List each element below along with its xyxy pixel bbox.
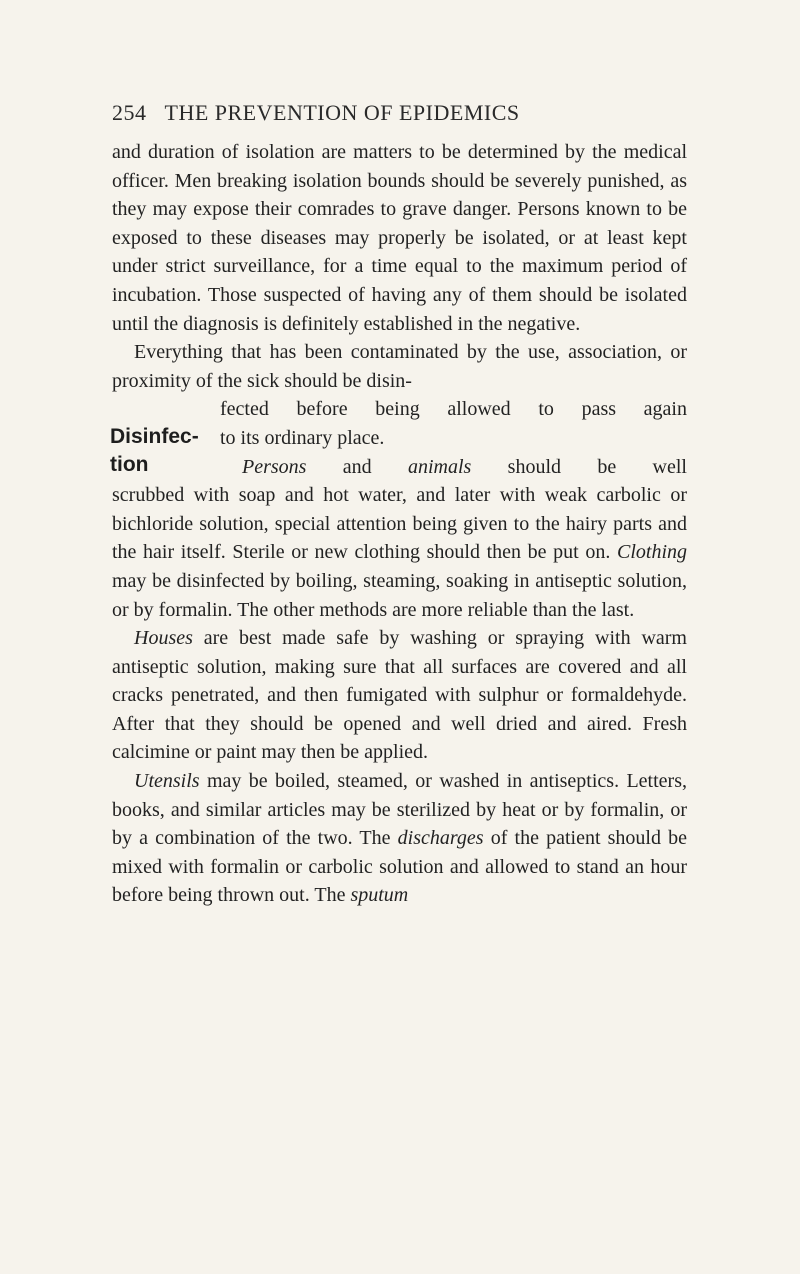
term-animals: animals xyxy=(408,455,472,478)
side-heading-line2: tion xyxy=(110,453,149,477)
hang-line-2: to its ordinary place. xyxy=(220,426,385,449)
term-discharges: discharges xyxy=(397,827,484,850)
term-clothing: Clothing xyxy=(616,541,687,564)
paragraph-persons-continued xyxy=(112,481,687,624)
text-houses: are best made safe by washing or spraying with warm antiseptic solution, making sure that all surfaces are covered and all cracks penetrated, and then fumigated with sulphur or formaldehyde. After that they should be opened and well dried and aired. Fresh calcimine or paint may then be applied. xyxy=(112,627,687,764)
side-heading-disinfection xyxy=(110,423,200,479)
text-and: and xyxy=(306,455,408,478)
paragraph-utensils xyxy=(112,767,687,910)
term-houses: Houses xyxy=(134,627,193,650)
text-clothing-methods: may be disinfected by boiling, steaming, soaking in antiseptic solution, or by formalin. The other methods are more reliable than the last. xyxy=(112,569,687,621)
side-heading-line1: Disinfec- xyxy=(110,425,199,449)
term-persons: Persons xyxy=(242,455,307,478)
disinfection-section xyxy=(112,395,687,481)
text-utensils: may be boiled, steamed, or washed in antiseptics. Letters, books, and similar articles may be sterilized by heat or by formalin, or by a combination of the two. The xyxy=(112,770,687,850)
running-title: THE PREVENTION OF EPIDEMICS xyxy=(164,100,520,125)
running-header xyxy=(112,100,690,126)
paragraph-houses xyxy=(112,624,687,767)
paragraph-isolation: and duration of isolation are matters to be determined by the medical officer. Men breaking isolation bounds should be severely punished, as they may expose their comrades to grave danger. Persons known to be exposed to these diseases may properly be isolated, or at least kept under strict surveillance, for a time equal to the maximum period of incubation. Those suspected of having any of them should be isolated until the diagnosis is definitely established in the negative. xyxy=(112,141,687,335)
page-number: 254 xyxy=(112,100,147,125)
term-utensils: Utensils xyxy=(134,770,200,793)
hang-line-3 xyxy=(220,453,687,482)
text-discharges: of the patient should be mixed with formalin or carbolic solution and allowed to stand an hour before being thrown out. The xyxy=(112,827,688,907)
body-text xyxy=(112,138,687,910)
text-scrubbed: scrubbed with soap and hot water, and later with weak carbolic or bichloride solution, special attention being given to the hairy parts and the hair itself. Sterile or new clothing should then be put on. xyxy=(112,484,687,564)
hanging-lines xyxy=(220,395,687,481)
hang-line-1: fected before being allowed to pass again xyxy=(220,398,687,421)
paragraph-everything: Everything that has been contaminated by the use, association, or proximity of the sick should be disin- xyxy=(112,341,687,392)
text-should-be-well: should be well xyxy=(471,455,687,478)
term-sputum: sputum xyxy=(350,884,409,907)
